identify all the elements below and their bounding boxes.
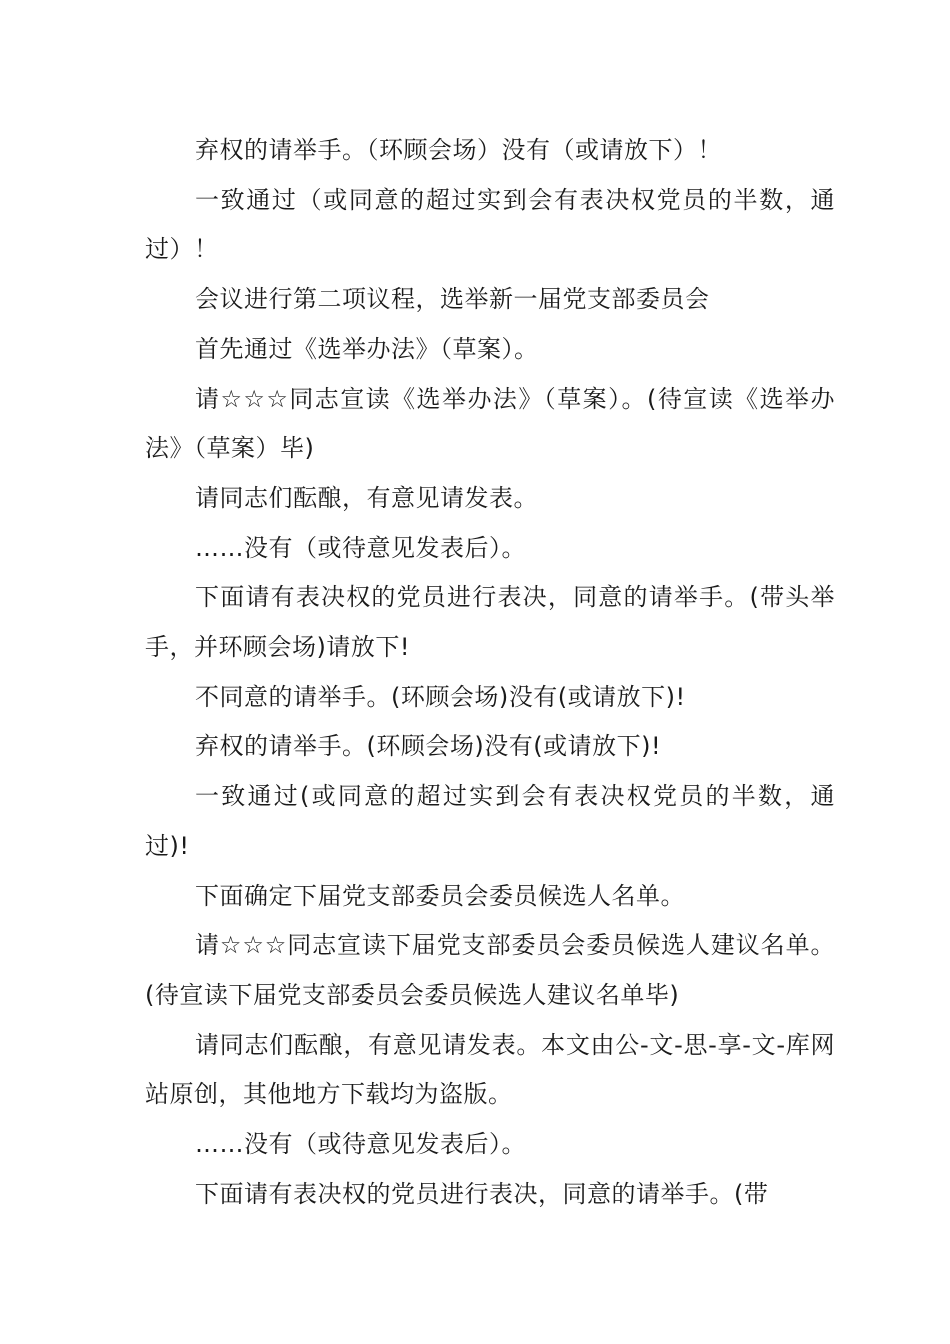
paragraph: 下面确定下届党支部委员会委员候选人名单。 [195, 881, 685, 910]
paragraph: 下面请有表决权的党员进行表决，同意的请举手。(带头举手，并环顾会场)请放下! [145, 583, 835, 662]
paragraph: 会议进行第二项议程，选举新一届党支部委员会 [195, 285, 710, 314]
paragraph: 请☆☆☆同志宣读《选举办法》（草案）。(待宣读《选举办法》（草案）毕) [145, 384, 835, 463]
paragraph: ……没有（或待意见发表后）。 [195, 1130, 526, 1159]
paragraph: 一致通过(或同意的超过实到会有表决权党员的半数，通过)! [145, 782, 835, 860]
paragraph: 首先通过《选举办法》（草案）。 [195, 334, 539, 363]
paragraph: ……没有（或待意见发表后）。 [195, 533, 526, 562]
paragraph: 不同意的请举手。(环顾会场)没有(或请放下)! [195, 682, 686, 711]
paragraph: 一致通过（或同意的超过实到会有表决权党员的半数，通过）！ [145, 185, 835, 264]
paragraph: 下面请有表决权的党员进行表决，同意的请举手。(带 [195, 1179, 769, 1208]
document-body [145, 126, 835, 1219]
paragraph: 请☆☆☆同志宣读下届党支部委员会委员候选人建议名单。(待宣读下届党支部委员会委员候选人建议名单毕) [145, 931, 835, 1009]
paragraph: 弃权的请举手。（环顾会场）没有（或请放下）！ [195, 136, 722, 164]
paragraph: 请同志们酝酿，有意见请发表。本文由公-文-思-享-文-库网站原创，其他地方下载均为盗版。 [145, 1030, 835, 1109]
paragraph: 弃权的请举手。(环顾会场)没有(或请放下)! [195, 732, 662, 761]
paragraph: 请同志们酝酿，有意见请发表。 [195, 483, 538, 512]
